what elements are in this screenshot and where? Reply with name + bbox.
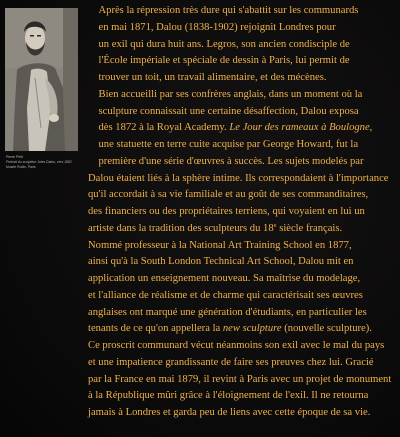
text-segment: artiste dans la tradition des sculpteurs du 18 xyxy=(88,222,274,234)
text-line: des financiers ou des propriétaires terriens, qui voyaient en lui un xyxy=(88,206,365,217)
photo-caption xyxy=(6,155,98,170)
text-segment: , xyxy=(369,122,373,134)
text-line: Dalou étaient liés à la sphère intime. Ils correspondaient à l'importance xyxy=(88,172,389,184)
text-segment: siècle français. xyxy=(276,222,343,234)
text-line xyxy=(88,221,396,238)
italic-title: Le Jour des rameaux à Boulogne xyxy=(229,122,370,134)
text-line: trouver un toit, un travail alimentaire, et des mécènes. xyxy=(98,72,327,83)
text-line: par la France en mai 1879, il revint à Paris avec un projet de monument xyxy=(88,373,392,385)
text-line: première d'une série d'œuvres à succès. Les sujets modelés par xyxy=(98,155,364,167)
text-line: Ce proscrit communard vécut néanmoins son exil avec le mal du pays xyxy=(88,340,385,351)
body-text xyxy=(88,3,396,422)
text-line xyxy=(88,321,396,338)
text-line: jamais à Londres et garda peu de liens avec cette époque de sa vie. xyxy=(88,407,371,418)
text-line: en mai 1871, Dalou (1838-1902) rejoignit Londres pour xyxy=(98,21,336,33)
text-line: application un enseignement nouveau. Sa maîtrise du modelage, xyxy=(88,273,361,284)
text-line: sculpture connaissait une certaine désaffection, Dalou exposa xyxy=(98,105,359,117)
text-line xyxy=(88,120,396,137)
text-line: Nommé professeur à la National Art Training School en 1877, xyxy=(88,239,352,251)
text-line: l'École impériale et spéciale de dessin à Paris, lui permit de xyxy=(98,55,350,67)
text-line: Après la répression très dure qui s'abattit sur les communards xyxy=(98,5,359,16)
text-line: ainsi qu'à la South London Technical Art School, Dalou mit en xyxy=(88,256,354,268)
text-line: une statuette en terre cuite acquise par George Howard, fut la xyxy=(98,139,359,150)
text-line: et une impatience grandissante de faire ses preuves chez lui. Gracié xyxy=(88,356,374,368)
caption-photographer: Pierre Petit xyxy=(6,155,23,159)
portrait-photo xyxy=(5,8,78,151)
text-segment: tenants de ce qu'on appellera la xyxy=(88,323,223,335)
text-segment: dès 1872 à la Royal Academy. xyxy=(98,122,230,134)
text-line: anglaises ont marqué une génération d'étudiants, en particulier les xyxy=(88,306,367,318)
portrait-image xyxy=(5,8,78,151)
text-segment: (nouvelle sculpture). xyxy=(281,323,372,335)
superscript: e xyxy=(273,221,277,229)
text-line: à la République mûri grâce à l'éloignement de l'exil. Il ne retourna xyxy=(88,390,369,402)
caption-title: Portrait du sculpteur Jules Dalou, vers 1882 xyxy=(6,160,72,164)
text-line: Bien accueilli par ses confrères anglais, dans un moment où la xyxy=(98,88,363,100)
text-line: et l'alliance de réalisme et de charme qui caractérisait ses œuvres xyxy=(88,289,363,301)
text-line: un exil qui dura huit ans. Legros, son ancien condisciple de xyxy=(98,38,350,50)
italic-title: new sculpture xyxy=(222,323,282,335)
text-line: qu'il accordait à sa vie familiale et au goût de ses commanditaires, xyxy=(88,189,369,201)
caption-credit: Musée Rodin, Paris xyxy=(6,165,36,169)
